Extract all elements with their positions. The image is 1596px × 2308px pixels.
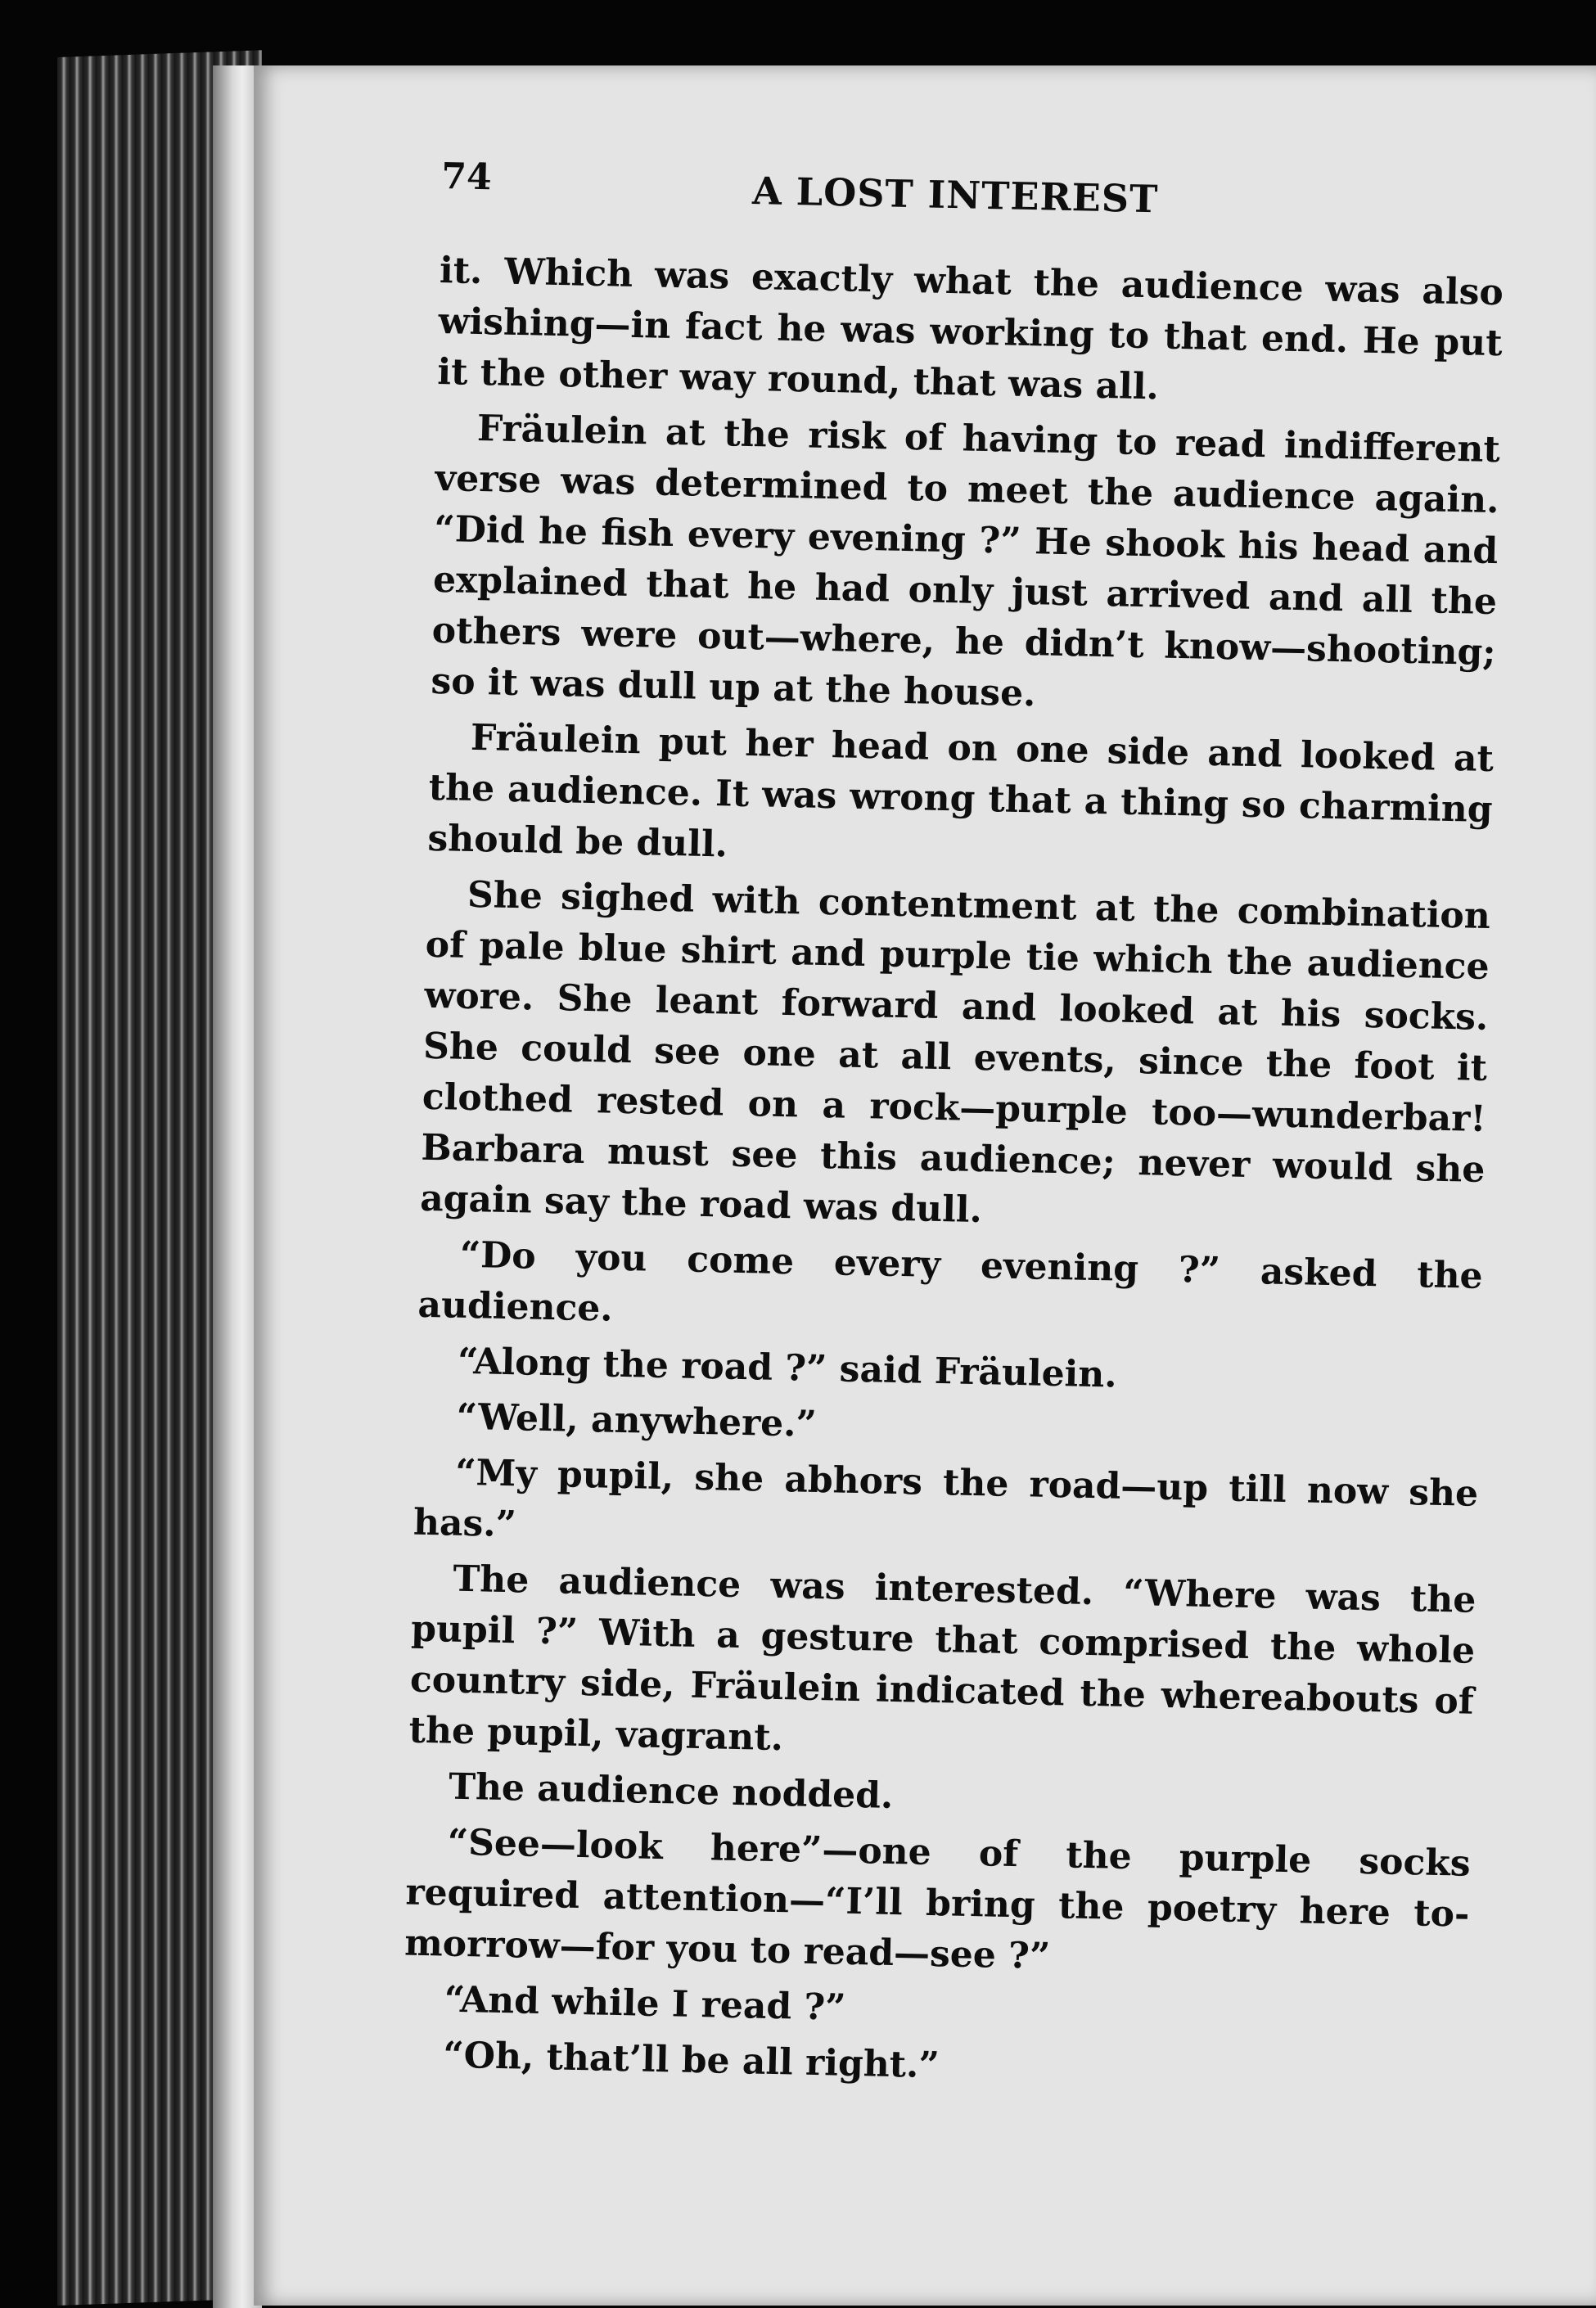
- book-page: [254, 65, 1596, 2306]
- paragraph: Fräulein put her head on one side and looked at the audience. It was wrong that a thing so charming should be dull.: [426, 716, 1495, 866]
- paragraph: “My pupil, she abhors the road—up till now she has.”: [413, 1451, 1479, 1546]
- page-content: [402, 156, 1506, 2107]
- paragraph: She sighed with contentment at the combination of pale blue shirt and purple tie which the audience wore. She leant forward and looked at his socks. She could see one at all events, since the foot it clothed rested on a rock—purple too—wunderbar! Barbara must see this audience; never would she again say the road was dull.: [419, 873, 1491, 1232]
- paragraph: The audience nodded.: [448, 1765, 894, 1817]
- paragraph: “Do you come every evening ?” asked the audience.: [417, 1233, 1484, 1330]
- page-number: 74: [440, 156, 493, 199]
- book-photo: [57, 57, 1596, 2306]
- paragraph: “And while I read ?”: [444, 1978, 847, 2029]
- paragraph: “Oh, that’ll be all right.”: [442, 2034, 940, 2087]
- paragraph: “Along the road ?” said Fräulein.: [457, 1340, 1118, 1396]
- paragraph: The audience was interested. “Where was the pupil ?” With a gesture that comprised the whole country side, Fräulein indicated the whereabouts of the pupil, vagrant.: [408, 1557, 1477, 1760]
- paragraph: it. Which was exactly what the audience was also wishing—in fact he was working to that end. He put it the other way round, that was all.: [436, 249, 1504, 408]
- running-head: A LOST INTEREST: [751, 168, 1159, 222]
- paragraph: Fräulein at the risk of having to read indifferent verse was determined to meet the audience again. “Did he fish every evening ?” He shook his head and explained that he had only just arrived and all the others were out—where, he didn’t know—shooting; so it was dull up at the house.: [431, 407, 1501, 715]
- paragraph: “Well, anywhere.”: [456, 1395, 818, 1445]
- paragraph: “See—look here”—one of the purple socks required attention—“I’ll bring the poetry here to-morrow—for you to read—see ?”: [404, 1821, 1472, 1978]
